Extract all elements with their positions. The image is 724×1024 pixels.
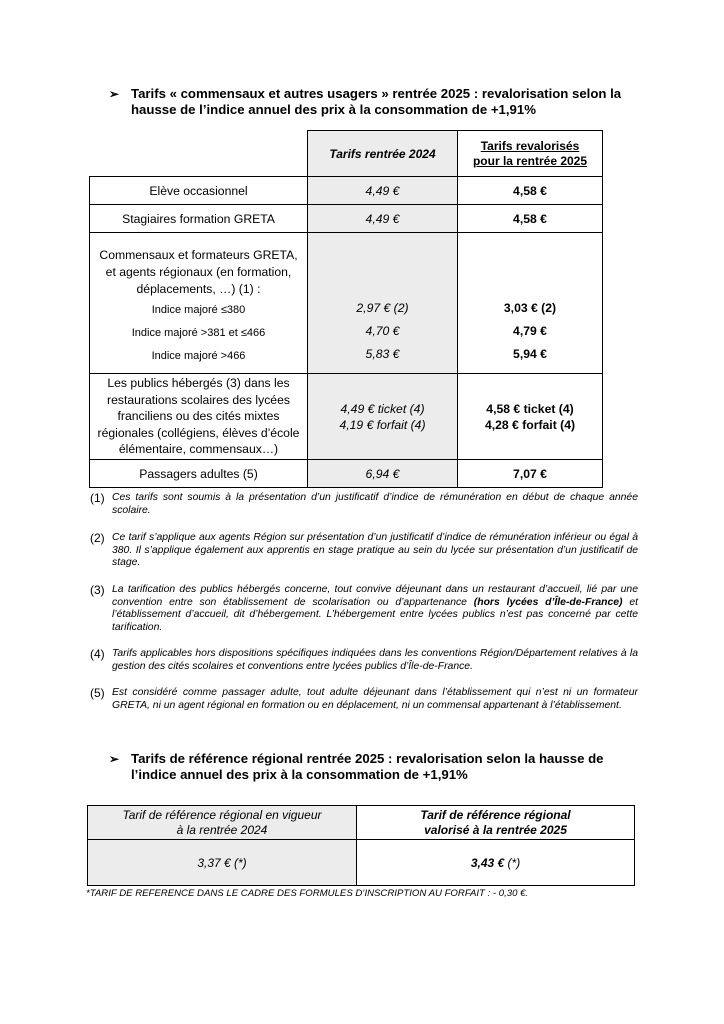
indice-new-value: 4,79 € [513,324,547,338]
heberges-new-value: 4,58 € ticket (4) 4,28 € forfait (4) [458,374,603,460]
note-2 [90,532,638,570]
indice-old-value: 5,83 € [365,347,400,361]
table-header-row [90,131,603,177]
reference-value-2025: 3,43 € (*) [357,840,635,886]
reference-header-2024: Tarif de référence régional en vigueur à la rentrée 2024 [88,806,357,840]
indice-old-value: 2,97 € (2) [356,301,409,315]
note-5 [90,687,638,712]
row-new-value: 4,58 € [458,177,603,205]
commensaux-cell: Commensaux et formateurs GRETA, et agents régionaux (en formation, déplacements, …) (1) : Indice majoré ≤380 Indice majoré >381 et ≤466 Indice majoré >466 [90,233,308,374]
note-text: La tarification des publics hébergés concerne, tout convive déjeunant dans un restaurant d’accueil, lié par une convention entre son établissement de scolarisation ou d’appartenance (hors lycées d’Île-de-France) et l’établissement d’accueil, dit d’hébergement. L’hébergement entre lycées publics n’est pas concerné par cette tarification. [112,584,639,633]
reference-header-row [88,806,635,840]
header-tarifs-2025: Tarifs revalorisés pour la rentrée 2025 [458,131,603,177]
note-4 [90,648,638,673]
header-tarifs-2024: Tarifs rentrée 2024 [308,131,458,177]
table-row [90,177,603,205]
indice-label: Indice majoré >466 [151,350,246,362]
indice-old-value: 4,70 € [365,324,400,338]
note-3 [90,584,638,634]
row-new-value: 4,58 € [458,205,603,233]
note-1 [90,492,638,517]
heberges-old-value: 4,49 € ticket (4) 4,19 € forfait (4) [308,374,458,460]
passagers-old-value: 6,94 € [308,460,458,488]
chevron-arrow-icon: ➢ [109,87,120,101]
reference-header-2025: Tarif de référence régional valorisé à la rentrée 2025 [357,806,635,840]
note-text: Est considéré comme passager adulte, tout adulte déjeunant dans l’établissement qui n’est ni un formateur GRETA, ni un agent régional en formation ou en déplacement, ni un commensal appartenant à l’établissement. [112,687,638,711]
passagers-label: Passagers adultes (5) [90,460,308,488]
indice-new-value: 5,94 € [513,347,547,361]
reference-value-2024: 3,37 € (*) [88,840,357,886]
row-old-value: 4,49 € [308,177,458,205]
reference-value-row [88,840,635,886]
passagers-row [90,460,603,488]
heberges-row [90,374,603,460]
footnote: *TARIF DE REFERENCE DANS LE CADRE DES FORMULES D’INSCRIPTION AU FORFAIT : - 0,30 €. [86,888,529,899]
heberges-label: Les publics hébergés (3) dans les restaurations scolaires des lycées franciliens ou des cités mixtes régionales (collégiens, élèves d’école élémentaire, commensaux…) [90,374,308,460]
row-label: Stagiaires formation GRETA [90,205,308,233]
table-row [90,205,603,233]
section1-title-line1: Tarifs « commensaux et autres usagers » rentrée 2025 : revalorisation selon la [131,86,622,101]
note-number: (1) [90,491,105,505]
note-number: (4) [90,647,105,661]
commensaux-old-cell [308,233,458,374]
note-text: Ce tarif s’applique aux agents Région sur présentation d’un justificatif d’indice de rémunération inférieur ou égal à 380. Il s’applique également aux apprentis en stage pratique au sein du lycée sur présentation d’un justificatif de stage. [112,532,638,569]
row-label: Elève occasionnel [90,177,308,205]
section2-title-line2: l’indice annuel des prix à la consommation de +1,91% [131,767,468,782]
indice-new-value: 3,03 € (2) [503,301,557,315]
commensaux-row [90,233,603,374]
note-number: (3) [90,583,105,597]
reference-table [87,805,635,886]
note-text: Tarifs applicables hors dispositions spécifiques indiquées dans les conventions Région/Département relatives à la gestion des cités scolaires et conventions entre lycées publics d’Île-de-France. [112,648,638,672]
section2-title-line1: Tarifs de référence régional rentrée 2025 : revalorisation selon la hausse de [131,751,604,766]
indice-label: Indice majoré >381 et ≤466 [131,327,266,339]
note-number: (2) [90,531,105,545]
chevron-arrow-icon: ➢ [109,752,120,766]
row-old-value: 4,49 € [308,205,458,233]
commensaux-new-cell [458,233,603,374]
passagers-new-value: 7,07 € [458,460,603,488]
note-text: Ces tarifs sont soumis à la présentation d’un justificatif d’indice de rémunération en début de chaque année scolaire. [112,492,638,516]
note-number: (5) [90,686,105,700]
section1-title [109,86,641,118]
section2-title [109,751,641,783]
tariffs-table [89,130,603,488]
indice-label: Indice majoré ≤380 [151,304,246,316]
section1-title-line2: hausse de l’indice annuel des prix à la consommation de +1,91% [131,102,536,117]
